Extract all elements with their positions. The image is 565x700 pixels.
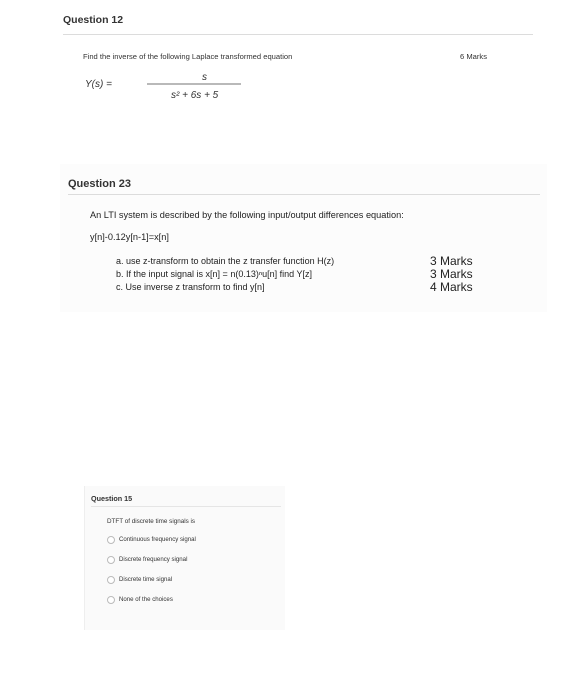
- equation-lhs: Y(s) =: [85, 79, 112, 90]
- divider: [63, 34, 533, 35]
- question-15-card: [84, 486, 285, 630]
- option-label[interactable]: Continuous frequency signal: [119, 536, 196, 543]
- question-12-card: [55, 8, 537, 116]
- part-b-text: b. If the input signal is x[n] = n(0.13)ⁿu[n] find Y[z]: [116, 269, 312, 279]
- radio-button[interactable]: [107, 556, 115, 564]
- part-c-text: c. Use inverse z transform to find y[n]: [116, 282, 265, 292]
- part-c: [116, 282, 486, 295]
- question-12-title: Question 12: [63, 14, 124, 26]
- divider: [68, 194, 540, 195]
- question-12-marks: 6 Marks: [459, 52, 487, 61]
- part-b-marks: 3 Marks: [430, 267, 473, 281]
- option-label[interactable]: Discrete frequency signal: [119, 556, 188, 563]
- question-23-description: An LTI system is described by the following input/output differences equation:: [90, 210, 404, 220]
- part-c-marks: 4 Marks: [430, 280, 473, 294]
- option-label[interactable]: Discrete time signal: [119, 576, 173, 583]
- part-a-marks: 3 Marks: [430, 254, 473, 268]
- divider: [91, 506, 281, 507]
- question-15-title: Question 15: [91, 494, 133, 503]
- question-23-card: [60, 164, 547, 312]
- radio-button[interactable]: [107, 596, 115, 604]
- question-23-title: Question 23: [68, 178, 131, 190]
- question-23-parts: [116, 256, 486, 295]
- difference-equation: y[n]-0.12y[n-1]=x[n]: [90, 232, 169, 242]
- equation-numerator: s: [202, 72, 207, 83]
- part-a-text: a. use z-transform to obtain the z transfer function H(z): [116, 256, 335, 266]
- radio-button[interactable]: [107, 536, 115, 544]
- radio-button[interactable]: [107, 576, 115, 584]
- question-15-prompt: DTFT of discrete time signals is: [107, 518, 196, 525]
- question-12-prompt: Find the inverse of the following Laplace transformed equation: [83, 52, 293, 61]
- laplace-equation: [85, 68, 245, 104]
- equation-denominator: s² + 6s + 5: [171, 90, 219, 101]
- option-label[interactable]: None of the choices: [119, 596, 173, 603]
